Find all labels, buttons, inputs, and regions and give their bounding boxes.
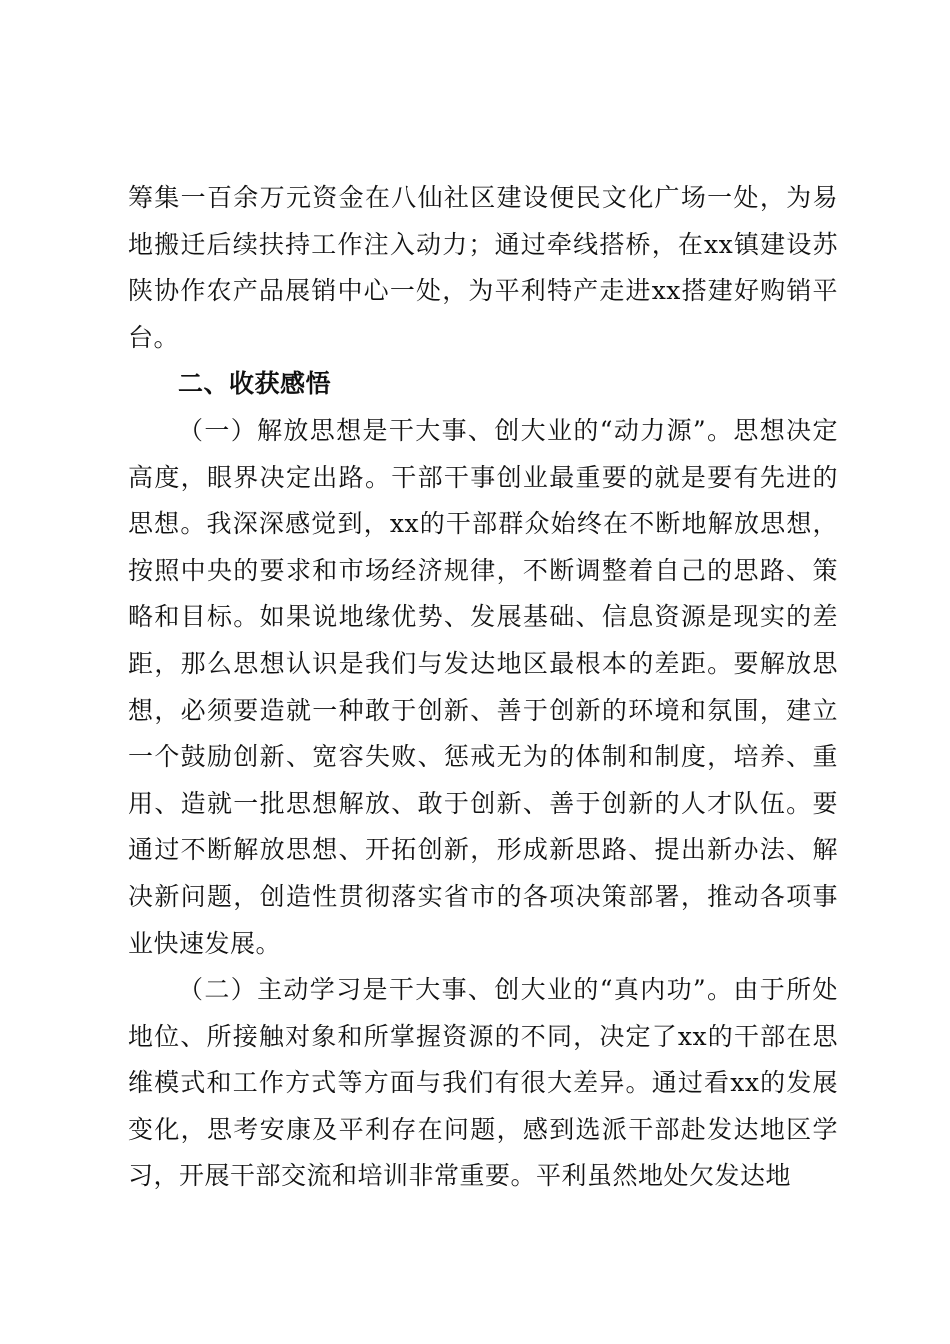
paragraph-active-learning: （二）主动学习是干大事、创大业的“真内功”。由于所处地位、所接触对象和所掌握资源的不同，决定了xx的干部在思维模式和工作方式等方面与我们有很大差异。通过看xx的发展变化，思考安康及平利存在问题，感到选派干部赴发达地区学习，开展干部交流和培训非常重要。平利虽然地处欠发达地 xyxy=(128,975,838,1191)
paragraph-emancipate-mind: （一）解放思想是干大事、创大业的“动力源”。思想决定高度，眼界决定出路。干部干事创业最重要的就是要有先进的思想。我深深感觉到，xx的干部群众始终在不断地解放思想，按照中央的要求和市场经济规律，不断调整着自己的思路、策略和目标。如果说地缘优势、发展基础、信息资源是现实的差距，那么思想认识是我们与发达地区最根本的差距。要解放思想，必须要造就一种敢于创新、善于创新的环境和氛围，建立一个鼓励创新、宽容失败、惩戒无为的体制和制度，培养、重用、造就一批思想解放、敢于创新、善于创新的人才队伍。要通过不断解放思想、开拓创新，形成新思路、提出新办法、解决新问题，创造性贯彻落实省市的各项决策部署，推动各项事业快速发展。 xyxy=(128,415,838,958)
paragraph-continuation: 筹集一百余万元资金在八仙社区建设便民文化广场一处，为易地搬迁后续扶持工作注入动力；通过牵线搭桥，在xx镇建设苏陕协作农产品展销中心一处，为平利特产走进xx搭建好购销平台。 xyxy=(128,183,838,352)
document-body xyxy=(128,175,838,1200)
section-heading-harvest: 二、收获感悟 xyxy=(178,369,332,399)
